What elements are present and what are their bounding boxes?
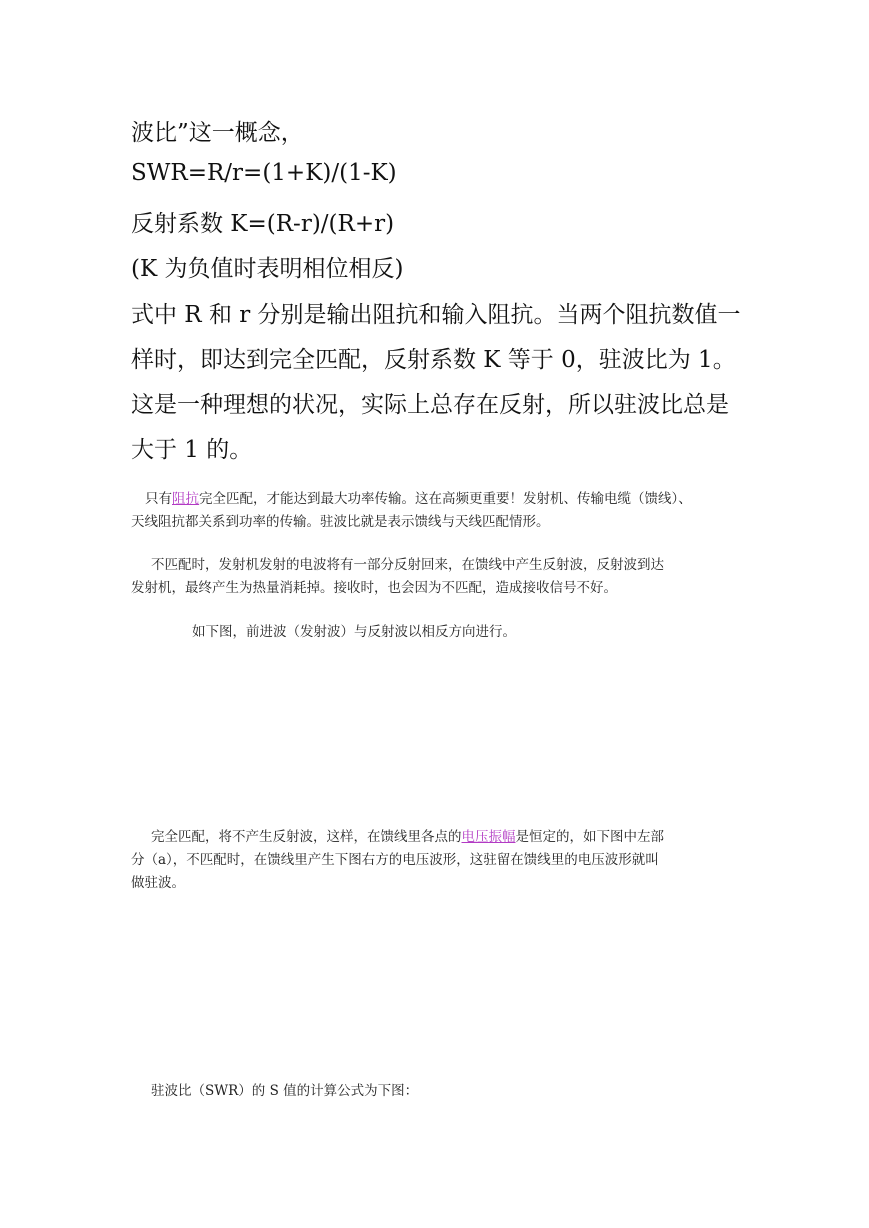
swr-formula-caption: 驻波比（SWR）的 S 值的计算公式为下图：	[151, 1083, 419, 1099]
swr-formula-paragraph	[131, 1080, 741, 1103]
impedance-paragraph	[131, 488, 741, 534]
impedance-prefix: 只有	[145, 491, 172, 507]
standing-wave-line-1	[131, 826, 741, 849]
mismatch-paragraph-line-2: 发射机，最终产生为热量消耗掉。接收时，也会因为不匹配，造成接收信号不好。	[131, 580, 617, 596]
voltage-amplitude-link[interactable]: 电压振幅	[461, 829, 516, 845]
body-line-4: 大于 1 的。	[131, 437, 253, 463]
standing-wave-paragraph	[131, 826, 741, 895]
body-line-3: 这是一种理想的状况，实际上总存在反射，所以驻波比总是	[131, 392, 729, 418]
wave-direction-paragraph	[131, 621, 741, 644]
standing-wave-line-2: 分（a），不匹配时，在馈线里产生下图右方的电压波形，这驻留在馈线里的电压波形就叫	[131, 852, 659, 868]
impedance-paragraph-line-2: 天线阻抗都关系到功率的传输。驻波比就是表示馈线与天线匹配情形。	[131, 514, 550, 530]
impedance-link[interactable]: 阻抗	[172, 491, 199, 507]
standing-wave-line-3: 做驻波。	[131, 875, 185, 891]
mismatch-paragraph-line-1: 不匹配时，发射机发射的电波将有一部分反射回来，在馈线中产生反射波，反射波到达	[151, 557, 664, 573]
standing-wave-rest: 是恒定的，如下图中左部	[515, 829, 664, 845]
impedance-rest: 完全匹配，才能达到最大功率传输。这在高频更重要！发射机、传输电缆（馈线）、	[199, 491, 692, 507]
intro-line-1: 波比”这一概念，	[131, 120, 304, 146]
phase-note: (K 为负值时表明相位相反)	[131, 256, 404, 282]
mismatch-paragraph	[131, 554, 741, 600]
swr-formula: SWR=R/r=(1+K)/(1-K)	[131, 160, 397, 186]
wave-direction-line: 如下图，前进波（发射波）与反射波以相反方向进行。	[192, 624, 516, 640]
standing-wave-prefix: 完全匹配，将不产生反射波，这样，在馈线里各点的	[151, 829, 462, 845]
impedance-paragraph-line-1	[131, 488, 741, 511]
reflection-coefficient-formula: 反射系数 K=(R-r)/(R+r)	[131, 211, 395, 237]
body-line-1: 式中 R 和 r 分别是输出阻抗和输入阻抗。当两个阻抗数值一	[131, 302, 741, 328]
body-line-2: 样时，即达到完全匹配，反射系数 K 等于 0，驻波比为 1。	[131, 347, 736, 373]
